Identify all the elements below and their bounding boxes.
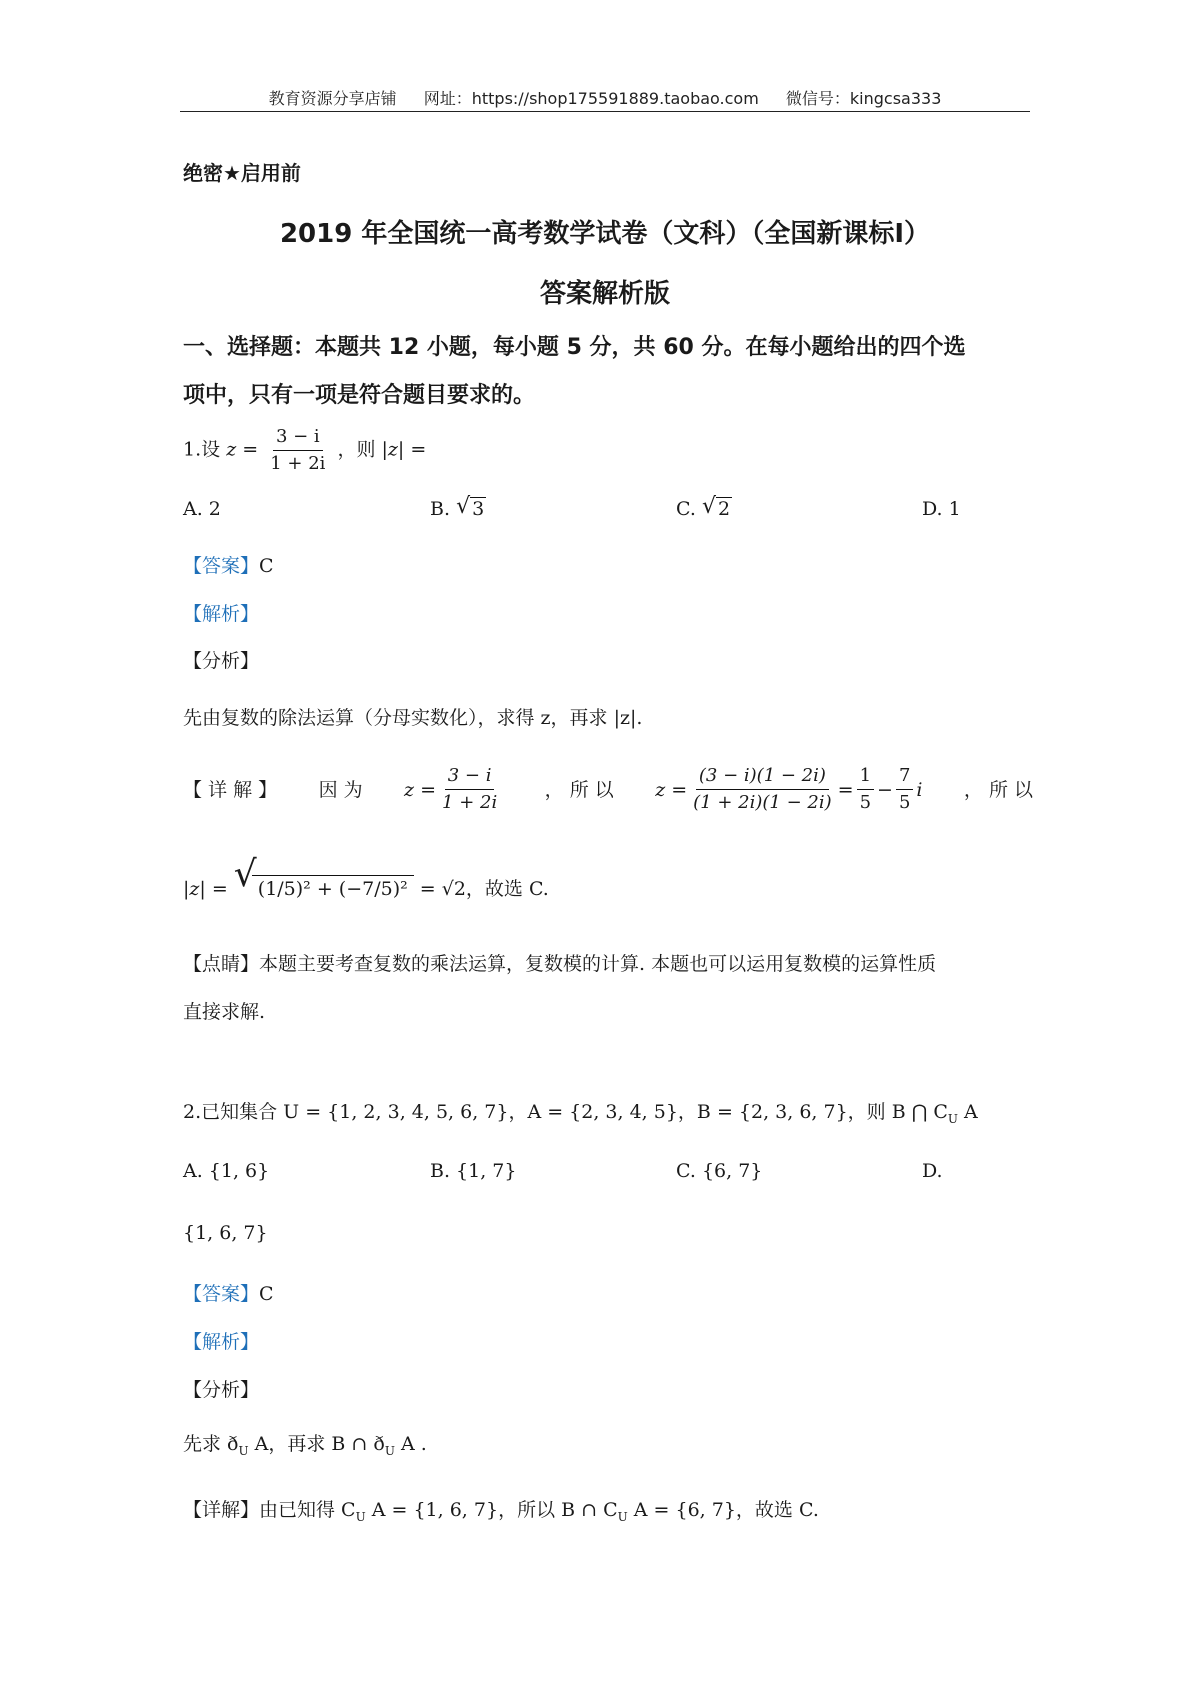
q1-detail-den2: (1 + 2i)(1 − 2i) bbox=[693, 792, 832, 813]
q1-stem bbox=[183, 426, 426, 475]
q2-stem-sub: U bbox=[947, 1111, 958, 1126]
q1-detail-frac4 bbox=[896, 765, 913, 814]
q2-detail-mid: A = {1, 6, 7}，所以 B ∩ C bbox=[365, 1499, 618, 1521]
q1-detail-z2: z = bbox=[655, 778, 688, 801]
q2-detail-sub2: U bbox=[617, 1509, 628, 1524]
q2-stem-text: 2.已知集合 U = {1, 2, 3, 4, 5, 6, 7}，A = {2, 3, 4, 5}，B = {2, 3, 6, 7}，则 B ⋂ C bbox=[183, 1101, 948, 1123]
q2-detail bbox=[183, 1496, 819, 1531]
q2-fenxi-part1: 先求 ð bbox=[183, 1433, 239, 1455]
q1-detail-frac3 bbox=[857, 765, 874, 814]
q2-fenxi-mid: A，再求 B ∩ ð bbox=[248, 1433, 385, 1455]
q2-fenxi-end: A . bbox=[394, 1433, 427, 1455]
q1-detail-frac2 bbox=[690, 765, 834, 814]
q1-suffix: ，则 bbox=[337, 438, 376, 461]
q2-fenxi-sub2: U bbox=[384, 1443, 395, 1458]
q1-detail-n4: 7 bbox=[896, 765, 913, 790]
q1-detail-num1: 3 − i bbox=[445, 765, 495, 790]
q1-mod-rhs: = √2 bbox=[419, 878, 466, 900]
q1-detail bbox=[183, 765, 1033, 814]
q1-fenxi-text: 先由复数的除法运算（分母实数化），求得 z，再求 |z|. bbox=[183, 707, 643, 729]
q1-detail-so2: ， 所 以 bbox=[963, 778, 1033, 801]
section-heading-line2: 项中，只有一项是符合题目要求的。 bbox=[183, 383, 536, 408]
q1-dianjing: 【点睛】本题主要考查复数的乘法运算，复数模的计算. 本题也可以运用复数模的运算性质 bbox=[183, 953, 937, 975]
q1-frac-num: 3 − i bbox=[273, 426, 323, 451]
page-title: 2019 年全国统一高考数学试卷（文科）（全国新课标Ⅰ） bbox=[279, 219, 931, 249]
sqrt-icon: √ (1/5)² + (−7/5)² bbox=[234, 875, 414, 903]
q1-detail-frac1 bbox=[439, 765, 500, 814]
q2-detail-sub1: U bbox=[355, 1509, 366, 1524]
q1-detail-minus: − bbox=[877, 778, 893, 801]
q1-option-c bbox=[676, 494, 732, 520]
q1-detail-eq: = bbox=[837, 778, 854, 801]
q2-answer-value: C bbox=[259, 1283, 274, 1305]
q1-detail-d3: 5 bbox=[859, 792, 872, 813]
q1-fraction bbox=[267, 426, 328, 475]
q1-fenxi-tag: 【分析】 bbox=[183, 650, 260, 672]
q2-detail-part1: 【详解】由已知得 C bbox=[183, 1499, 356, 1521]
q1-prefix: 1.设 bbox=[183, 438, 221, 461]
q1-mod-inner: (1/5)² + (−7/5)² bbox=[252, 875, 414, 902]
q1-option-a: A. 2 bbox=[183, 498, 221, 520]
q1-detail-den1: 1 + 2i bbox=[442, 792, 498, 813]
header-url: 网址：https://shop175591889.taobao.com bbox=[423, 89, 759, 108]
q2-fenxi-text bbox=[183, 1430, 427, 1465]
q1-detail-because: 因 为 bbox=[318, 778, 363, 801]
q1-option-b-label: B. bbox=[430, 498, 451, 520]
q1-z: z = bbox=[226, 438, 259, 461]
header-shop: 教育资源分享店铺 bbox=[268, 89, 397, 108]
q1-answer-tag: 【答案】 bbox=[183, 555, 260, 577]
q2-stem-end: A bbox=[958, 1101, 978, 1123]
q1-analysis-tag: 【解析】 bbox=[183, 603, 260, 625]
q1-detail-i: i bbox=[916, 778, 923, 801]
q1-option-b-value: 3 bbox=[472, 498, 485, 520]
q1-mod-lhs: |z| = bbox=[183, 878, 228, 900]
q1-option-c-label: C. bbox=[676, 498, 696, 520]
q1-detail-n3: 1 bbox=[857, 765, 874, 790]
q1-detail-num2: (3 − i)(1 − 2i) bbox=[696, 765, 829, 790]
q1-answer-value: C bbox=[259, 555, 274, 577]
q1-answer bbox=[183, 552, 274, 580]
sqrt-icon: √ 2 bbox=[701, 494, 731, 520]
q2-option-c: C. {6, 7} bbox=[676, 1160, 763, 1182]
q2-answer bbox=[183, 1280, 274, 1308]
sqrt-icon: √ 3 bbox=[456, 494, 485, 520]
q1-dianjing-2: 直接求解. bbox=[183, 1001, 266, 1023]
q2-fenxi-tag: 【分析】 bbox=[183, 1379, 260, 1401]
page-header bbox=[180, 86, 1030, 109]
q1-detail-expr1 bbox=[404, 765, 503, 814]
q1-option-d: D. 1 bbox=[922, 498, 961, 520]
q1-detail-d4: 5 bbox=[898, 792, 911, 813]
q1-detail-expr2 bbox=[655, 765, 922, 814]
secret-label: 绝密★启用前 bbox=[183, 161, 301, 185]
header-wechat: 微信号：kingcsa333 bbox=[785, 89, 942, 108]
q1-modulus bbox=[183, 854, 549, 903]
q1-detail-tag: 【 详 解 】 bbox=[183, 778, 278, 801]
q2-analysis-tag: 【解析】 bbox=[183, 1331, 260, 1353]
q1-option-b bbox=[430, 494, 486, 520]
q2-fenxi-sub1: U bbox=[238, 1443, 249, 1458]
q2-option-a: A. {1, 6} bbox=[183, 1160, 270, 1182]
q2-detail-end: A = {6, 7}，故选 C. bbox=[627, 1499, 819, 1521]
q1-detail-so1: ， 所 以 bbox=[544, 778, 614, 801]
section-heading-line1: 一、选择题：本题共 12 小题，每小题 5 分，共 60 分。在每小题给出的四个选 bbox=[183, 335, 966, 360]
q1-frac-den: 1 + 2i bbox=[270, 453, 326, 474]
q2-option-d: D. bbox=[922, 1160, 943, 1182]
q1-option-c-value: 2 bbox=[717, 498, 731, 520]
q2-option-d-value: {1, 6, 7} bbox=[183, 1222, 268, 1244]
q1-mod-end: ，故选 C. bbox=[465, 878, 549, 900]
q1-detail-z1: z = bbox=[404, 778, 437, 801]
q2-stem bbox=[183, 1098, 978, 1133]
q2-option-b: B. {1, 7} bbox=[430, 1160, 517, 1182]
q2-answer-tag: 【答案】 bbox=[183, 1283, 260, 1305]
page-subtitle: 答案解析版 bbox=[539, 279, 670, 309]
q1-abs: |z| = bbox=[381, 438, 427, 461]
header-rule bbox=[180, 111, 1030, 112]
